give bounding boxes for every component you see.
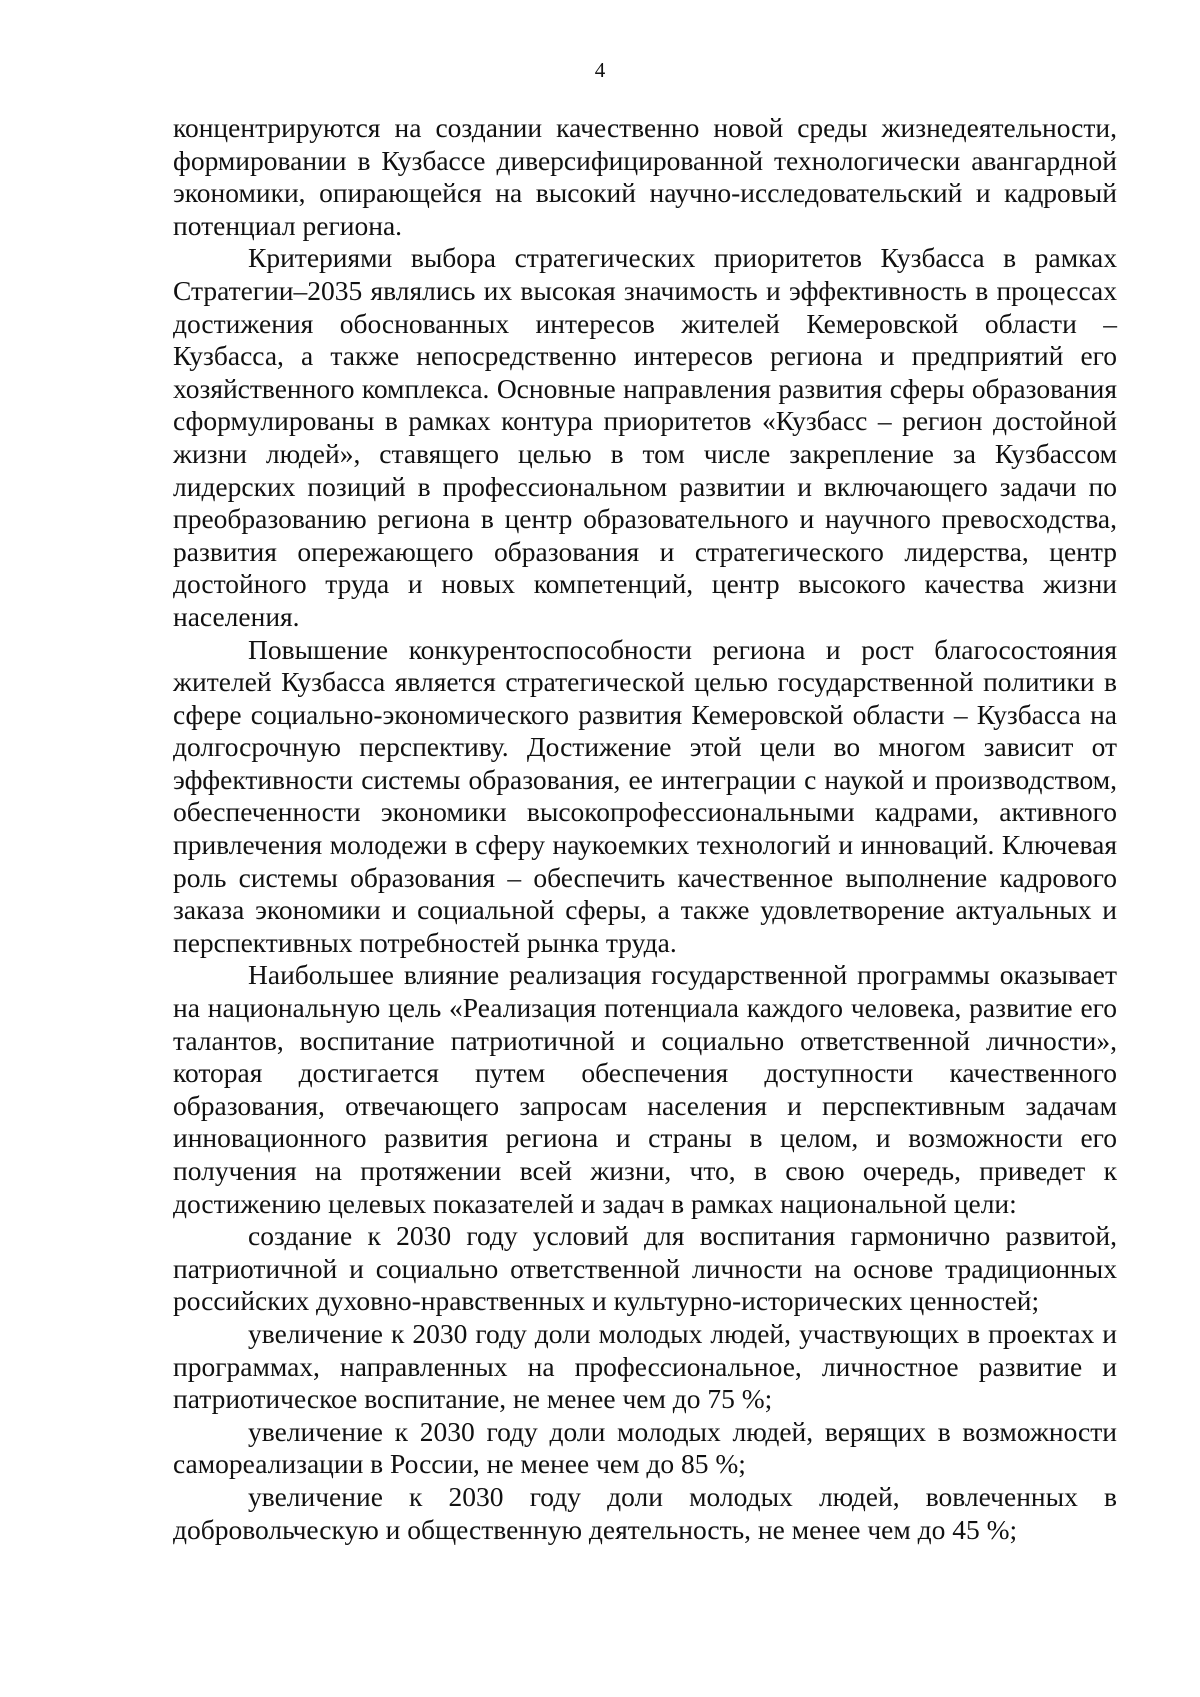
list-item-volunteer-share: увеличение к 2030 году доли молодых людей, вовлеченных в добровольческую и общественную деятельность, не менее чем до 45 %; [173, 1480, 1117, 1545]
list-item-personality: создание к 2030 году условий для воспитания гармонично развитой, патриотичной и социально ответственной личности на основе традиционных российских духовно-нравственных и культурно-исторических ценностей; [173, 1220, 1117, 1317]
paragraph-criteria: Критериями выбора стратегических приоритетов Кузбасса в рамках Стратегии–2035 являлись их высокая значимость и эффективность в процессах достижения обоснованных интересов жителей Кемеровской области – Кузбасса, а также непосредственно интересов региона и предприятий его хозяйственного комплекса. Основные направления развития сферы образования сформулированы в рамках контура приоритетов «Кузбасс – регион достойной жизни людей», ставящего целью в том числе закрепление за Кузбассом лидерских позиций в профессиональном развитии и включающего задачи по преобразованию региона в центр образовательного и научного превосходства, развития опережающего образования и стратегического лидерства, центр достойного труда и новых компетенций, центр высокого качества жизни населения. [173, 242, 1117, 632]
list-item-self-realization-share: увеличение к 2030 году доли молодых людей, верящих в возможности самореализации в России, не менее чем до 85 %; [173, 1415, 1117, 1480]
list-item-projects-share: увеличение к 2030 году доли молодых людей, участвующих в проектах и программах, направленных на профессиональное, личностное развитие и патриотическое воспитание, не менее чем до 75 %; [173, 1317, 1117, 1415]
document-body [173, 112, 1117, 1546]
paragraph-competitiveness: Повышение конкурентоспособности региона и рост благосостояния жителей Кузбасса является стратегической целью государственной политики в сфере социально-экономического развития Кемеровской области – Кузбасса на долгосрочную перспективу. Достижение этой цели во многом зависит от эффективности системы образования, ее интеграции с наукой и производством, обеспеченности экономики высокопрофессиональными кадрами, активного привлечения молодежи в сферу наукоемких технологий и инноваций. Ключевая роль системы образования – обеспечить качественное выполнение кадрового заказа экономики и социальной сферы, а также удовлетворение актуальных и перспективных потребностей рынка труда. [173, 633, 1117, 958]
paragraph-national-goal: Наибольшее влияние реализация государственной программы оказывает на национальную цель «Реализация потенциала каждого человека, развитие его талантов, воспитание патриотичной и социально ответственной личности», которая достигается путем обеспечения доступности качественного образования, отвечающего запросам населения и перспективным задачам инновационного развития региона и страны в целом, и возможности его получения на протяжении всей жизни, что, в свою очередь, приведет к достижению целевых показателей и задач в рамках национальной цели: [173, 959, 1117, 1219]
page-number: 4 [594, 58, 606, 82]
paragraph-continuation: концентрируются на создании качественно новой среды жизнедеятельности, формировании в Кузбассе диверсифицированной технологически авангардной экономики, опирающейся на высокий научно-исследовательский и кадровый потенциал региона. [173, 112, 1117, 241]
